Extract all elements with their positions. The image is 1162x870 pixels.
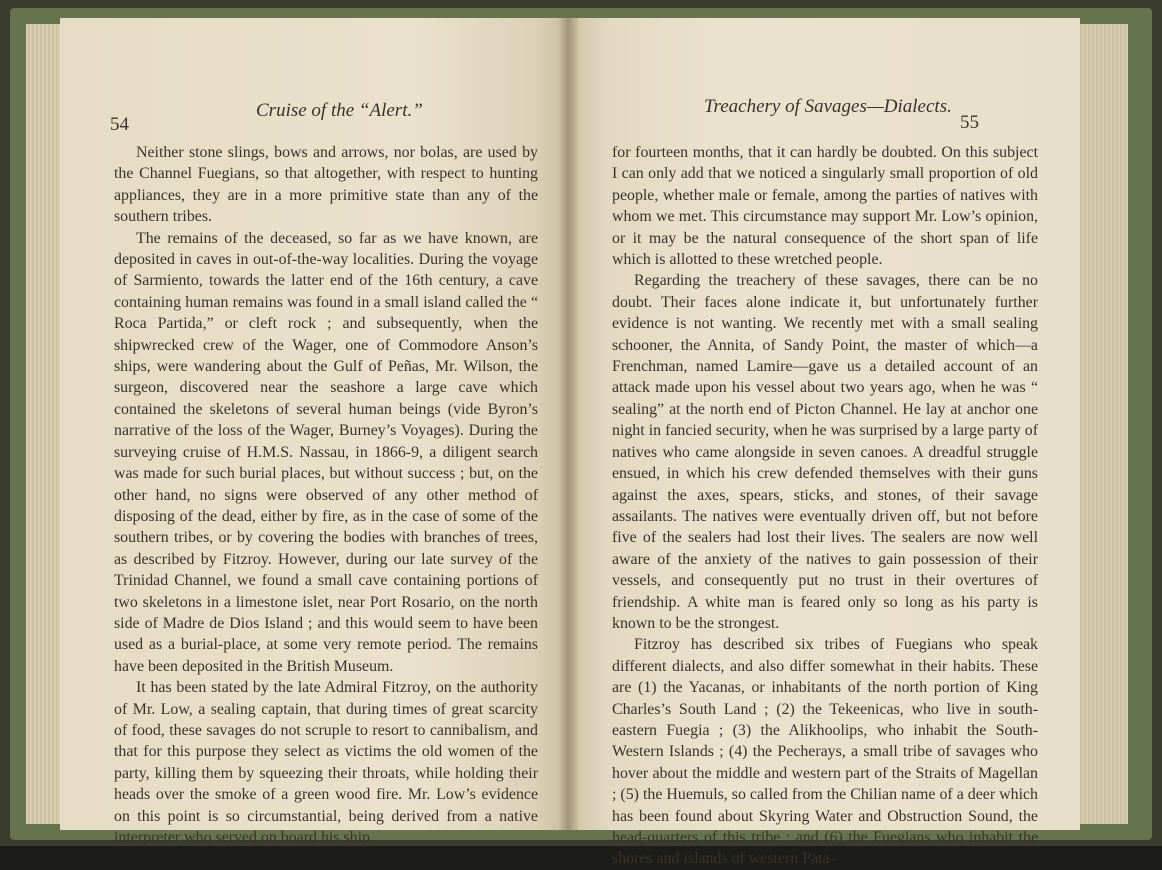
- running-head: Treachery of Savages—Dialects.: [704, 96, 952, 117]
- paragraph: The remains of the deceased, so far as we have known, are deposited in caves in out-of-the-way localities. During the voyage of Sarmiento, towards the latter end of the 16th century, a cave containing human remains was found in a small island called the “ Roca Partida,” or cleft rock ; and subsequently, when the shipwrecked crew of the Wager, one of Commodore Anson’s ships, were wandering about the Gulf of Peñas, Mr. Wilson, the surgeon, discovered near the seashore a large cave which contained the skeletons of several human beings (vide Byron’s narrative of the loss of the Wager, Burney’s Voyages). During the surveying cruise of H.M.S. Nassau, in 1866-9, a diligent search was made for such burial places, but without success ; but, on the other hand, no signs were observed of any other method of disposing of the dead, either by fire, as in the case of some of the southern tribes, or by covering the bodies with branches of trees, as described by Fitzroy. However, during our late survey of the Trinidad Channel, we found a small cave containing portions of two skeletons in a limestone islet, near Port Rosario, on the north side of Madre de Dios Island ; and this would seem to have been used as a burial-place, at some very remote period. The remains have been deposited in the British Museum.: [114, 229, 538, 675]
- running-head: Cruise of the “Alert.”: [256, 100, 423, 121]
- paragraph: Regarding the treachery of these savages, there can be no doubt. Their faces alone indicate it, but unfortunately further evidence is not wanting. We recently met with a small sealing schooner, the Annita, of Sandy Point, the master of which—a Frenchman, named Lamire—gave us a detailed account of an attack made upon his vessel about two years ago, when he was “ sealing” at the north end of Picton Channel. He lay at anchor one night in fancied security, when he was surprised by a large party of natives who came alongside in seven canoes. A dreadful struggle ensued, in which his crew defended themselves with their guns against the axes, spears, sticks, and stones, of their savage assailants. The natives were eventually driven off, but not before five of the sealers had lost their lives. The sealers are now well aware of the anxiety of the natives to gain possession of their vessels, and consequently put no trust in their overtures of friendship. A white man is feared only so long as his party is known to be the strongest.: [612, 272, 1038, 632]
- paragraph: for fourteen months, that it can hardly be doubted. On this subject I can only add that we noticed a singularly small proportion of old people, whether male or female, among the parties of natives with whom we met. This circumstance may support Mr. Low’s opinion, or it may be the natural consequence of the short span of life which is allotted to these wretched people.: [612, 144, 1038, 269]
- page-number: 55: [960, 112, 979, 133]
- page-number: 54: [110, 114, 129, 135]
- left-page: [60, 18, 568, 846]
- paragraph: Neither stone slings, bows and arrows, nor bolas, are used by the Channel Fuegians, so that altogether, with respect to hunting appliances, they are in a more primitive state than any of the southern tribes.: [114, 144, 538, 226]
- paragraph: It has been stated by the late Admiral Fitzroy, on the authority of Mr. Low, a sealing captain, that during times of great scarcity of food, these savages do not scruple to resort to cannibalism, and that for this purpose they select as victims the old women of the party, killing them by squeezing their throats, while holding their heads over the smoke of a green wood fire. Mr. Low’s evidence on this point is so circumstantial, being derived from a native interpreter who served on board his ship: [114, 679, 538, 846]
- book-gutter: [558, 18, 580, 830]
- page-body: [114, 142, 538, 848]
- page-body: [612, 142, 1038, 870]
- paragraph: Fitzroy has described six tribes of Fuegians who speak different dialects, and also differ somewhat in their habits. These are (1) the Yacanas, or inhabitants of the north portion of King Charles’s South Land ; (2) the Tekeenicas, who live in south-eastern Fuegia ; (3) the Alikhoolips, who inhabit the South-Western Islands ; (4) the Pecherays, a small tribe of savages who hover about the middle and western part of the Straits of Magellan ; (5) the Huemuls, so called from the Chilian name of a deer which has been found about Skyring Water and Obstruction Sound, the head-quarters of this tribe ; and (6) the Fuegians who inhabit the shores and islands of western Pata-: [612, 636, 1038, 868]
- page-edges-right: [1078, 24, 1128, 824]
- right-page: [568, 18, 1080, 868]
